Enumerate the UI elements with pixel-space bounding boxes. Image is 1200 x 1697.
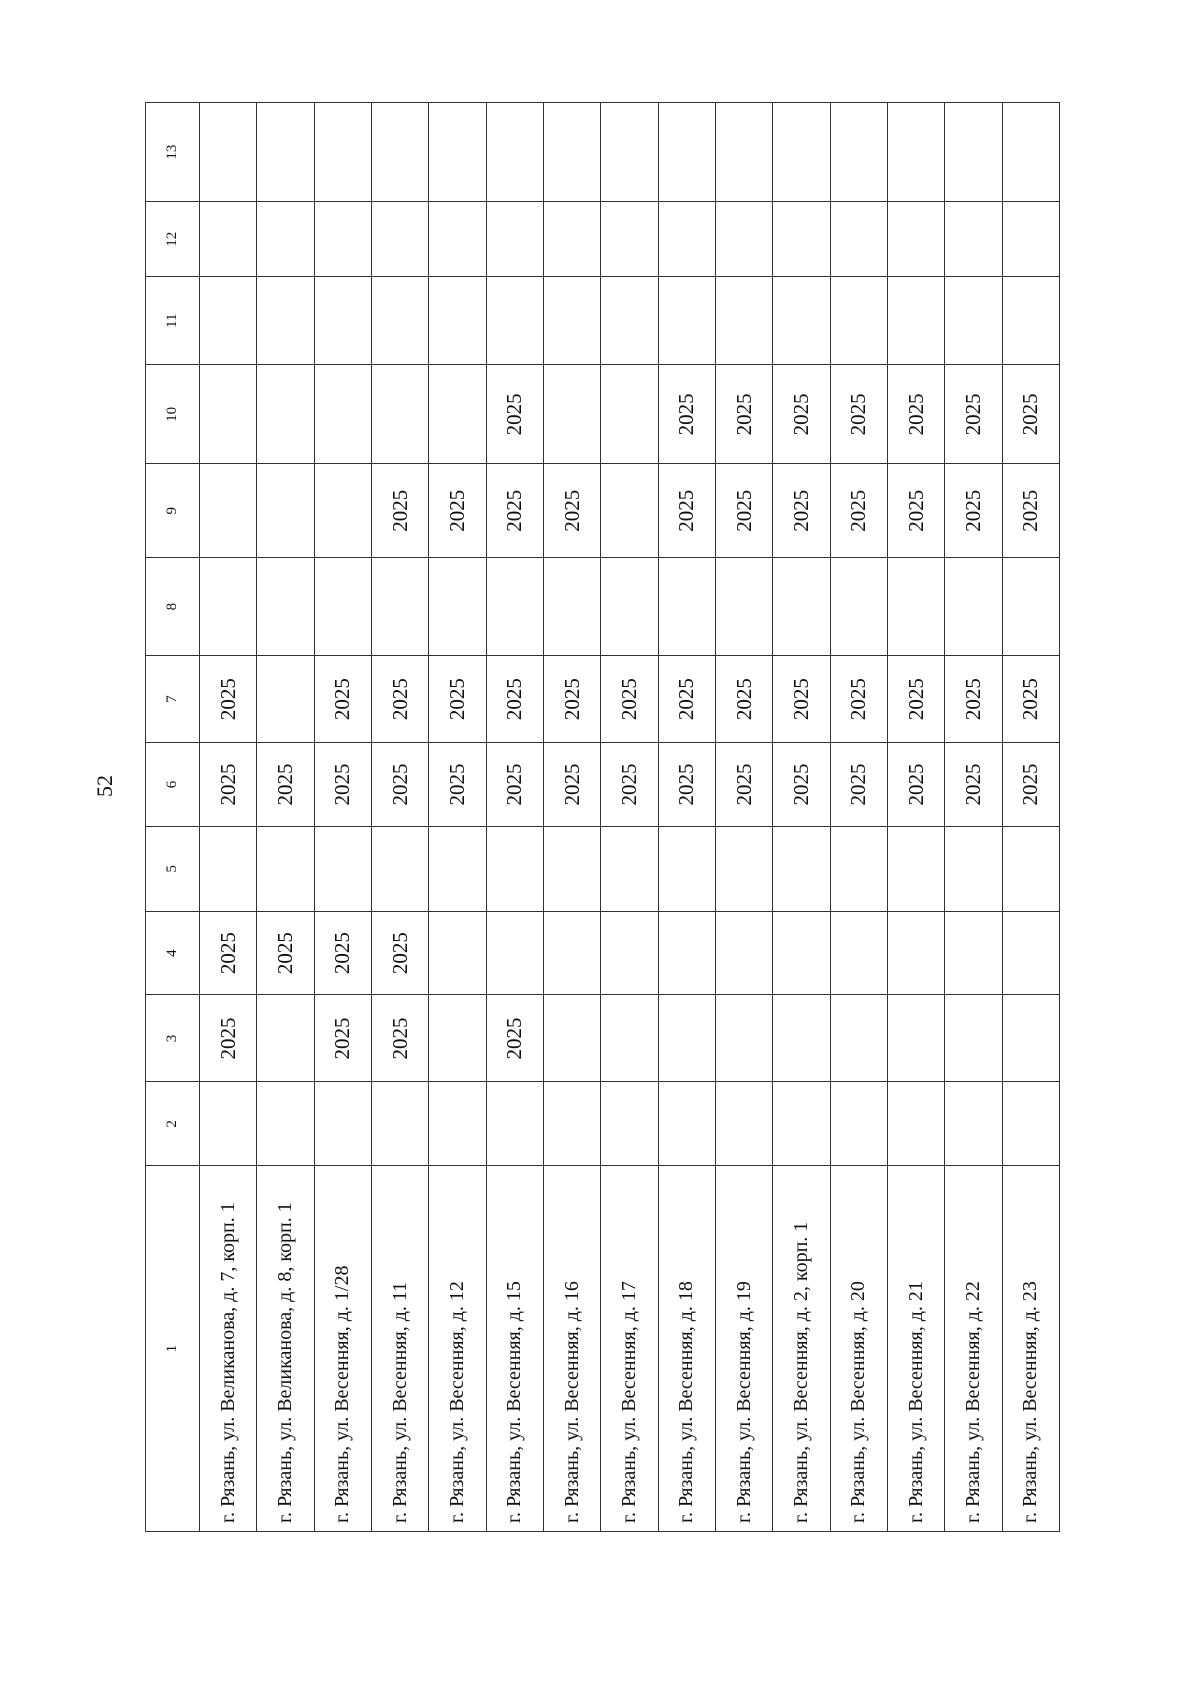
schedule-table [145,102,1060,1532]
address-cell: г. Рязань, ул. Весенняя, д. 12 [429,1166,486,1532]
year-cell-col-6: 2025 [945,743,1002,827]
year-cell-col-3 [830,995,887,1082]
year-cell-col-10 [601,365,658,464]
year-cell-col-11 [887,277,944,365]
year-cell-col-9: 2025 [543,464,600,558]
year-cell-col-7: 2025 [371,656,428,743]
year-cell-col-5 [830,826,887,911]
address-cell: г. Рязань, ул. Весенняя, д. 11 [371,1166,428,1532]
table-row [887,103,944,1532]
year-cell-col-4 [486,911,543,995]
year-cell-col-11 [257,277,314,365]
address-cell: г. Рязань, ул. Весенняя, д. 22 [945,1166,1002,1532]
year-cell-col-13 [601,103,658,202]
year-cell-col-6: 2025 [658,743,715,827]
table-row [773,103,830,1532]
year-cell-col-3 [658,995,715,1082]
table-row [486,103,543,1532]
year-cell-col-3 [715,995,772,1082]
year-cell-col-7: 2025 [429,656,486,743]
year-cell-col-6: 2025 [200,743,257,827]
year-cell-col-13 [371,103,428,202]
year-cell-col-5 [1002,826,1059,911]
year-cell-col-12 [486,202,543,277]
year-cell-col-13 [887,103,944,202]
year-cell-col-6: 2025 [314,743,371,827]
year-cell-col-13 [830,103,887,202]
year-cell-col-7: 2025 [773,656,830,743]
address-cell: г. Рязань, ул. Весенняя, д. 23 [1002,1166,1059,1532]
address-cell: г. Рязань, ул. Весенняя, д. 19 [715,1166,772,1532]
year-cell-col-10: 2025 [887,365,944,464]
year-cell-col-2 [257,1082,314,1166]
year-cell-col-2 [773,1082,830,1166]
year-cell-col-4: 2025 [314,911,371,995]
address-cell: г. Рязань, ул. Весенняя, д. 18 [658,1166,715,1532]
header-row [146,103,200,1532]
year-cell-col-8 [887,558,944,656]
year-cell-col-11 [314,277,371,365]
year-cell-col-8 [429,558,486,656]
year-cell-col-4: 2025 [371,911,428,995]
address-cell: г. Рязань, ул. Весенняя, д. 1/28 [314,1166,371,1532]
year-cell-col-10: 2025 [1002,365,1059,464]
year-cell-col-5 [601,826,658,911]
year-cell-col-7 [257,656,314,743]
year-cell-col-9: 2025 [486,464,543,558]
year-cell-col-9: 2025 [1002,464,1059,558]
year-cell-col-12 [543,202,600,277]
year-cell-col-12 [429,202,486,277]
table-row [371,103,428,1532]
year-cell-col-11 [543,277,600,365]
year-cell-col-12 [773,202,830,277]
year-cell-col-13 [715,103,772,202]
year-cell-col-13 [1002,103,1059,202]
year-cell-col-8 [715,558,772,656]
year-cell-col-12 [314,202,371,277]
year-cell-col-13 [543,103,600,202]
year-cell-col-12 [945,202,1002,277]
year-cell-col-4 [773,911,830,995]
year-cell-col-3: 2025 [314,995,371,1082]
column-header-2: 2 [146,1082,200,1166]
year-cell-col-11 [945,277,1002,365]
year-cell-col-8 [601,558,658,656]
year-cell-col-10 [200,365,257,464]
year-cell-col-7: 2025 [658,656,715,743]
year-cell-col-5 [945,826,1002,911]
table-row [200,103,257,1532]
year-cell-col-12 [601,202,658,277]
year-cell-col-2 [830,1082,887,1166]
column-header-13: 13 [146,103,200,202]
year-cell-col-6: 2025 [257,743,314,827]
year-cell-col-3 [543,995,600,1082]
year-cell-col-9: 2025 [371,464,428,558]
year-cell-col-13 [486,103,543,202]
year-cell-col-7: 2025 [830,656,887,743]
year-cell-col-10 [371,365,428,464]
year-cell-col-7: 2025 [887,656,944,743]
year-cell-col-8 [200,558,257,656]
year-cell-col-9: 2025 [830,464,887,558]
year-cell-col-12 [715,202,772,277]
year-cell-col-4 [429,911,486,995]
column-header-7: 7 [146,656,200,743]
year-cell-col-5 [715,826,772,911]
year-cell-col-11 [715,277,772,365]
year-cell-col-8 [658,558,715,656]
year-cell-col-6: 2025 [486,743,543,827]
column-header-6: 6 [146,743,200,827]
year-cell-col-2 [543,1082,600,1166]
year-cell-col-9 [200,464,257,558]
address-cell: г. Рязань, ул. Весенняя, д. 20 [830,1166,887,1532]
page-number-text: 52 [92,775,117,797]
year-cell-col-5 [543,826,600,911]
year-cell-col-7: 2025 [715,656,772,743]
table-row [257,103,314,1532]
year-cell-col-6: 2025 [1002,743,1059,827]
column-header-4: 4 [146,911,200,995]
year-cell-col-5 [486,826,543,911]
year-cell-col-2 [1002,1082,1059,1166]
year-cell-col-8 [1002,558,1059,656]
year-cell-col-12 [658,202,715,277]
year-cell-col-12 [257,202,314,277]
year-cell-col-4 [601,911,658,995]
year-cell-col-9: 2025 [773,464,830,558]
year-cell-col-8 [945,558,1002,656]
address-cell: г. Рязань, ул. Весенняя, д. 17 [601,1166,658,1532]
year-cell-col-9 [601,464,658,558]
year-cell-col-2 [429,1082,486,1166]
year-cell-col-9 [314,464,371,558]
year-cell-col-5 [887,826,944,911]
year-cell-col-6: 2025 [715,743,772,827]
year-cell-col-10: 2025 [486,365,543,464]
year-cell-col-11 [830,277,887,365]
year-cell-col-7: 2025 [486,656,543,743]
year-cell-col-3 [601,995,658,1082]
year-cell-col-12 [200,202,257,277]
column-header-10: 10 [146,365,200,464]
year-cell-col-7: 2025 [543,656,600,743]
year-cell-col-2 [601,1082,658,1166]
year-cell-col-6: 2025 [830,743,887,827]
year-cell-col-13 [200,103,257,202]
year-cell-col-4 [1002,911,1059,995]
year-cell-col-12 [887,202,944,277]
column-header-5: 5 [146,826,200,911]
address-cell: г. Рязань, ул. Весенняя, д. 16 [543,1166,600,1532]
year-cell-col-11 [601,277,658,365]
table-row [1002,103,1059,1532]
year-cell-col-6: 2025 [601,743,658,827]
year-cell-col-8 [773,558,830,656]
address-cell: г. Рязань, ул. Весенняя, д. 21 [887,1166,944,1532]
year-cell-col-2 [715,1082,772,1166]
column-header-9: 9 [146,464,200,558]
year-cell-col-4 [658,911,715,995]
year-cell-col-9: 2025 [658,464,715,558]
year-cell-col-10: 2025 [715,365,772,464]
year-cell-col-12 [830,202,887,277]
year-cell-col-5 [314,826,371,911]
column-header-11: 11 [146,277,200,365]
year-cell-col-10: 2025 [945,365,1002,464]
year-cell-col-7: 2025 [314,656,371,743]
year-cell-col-2 [945,1082,1002,1166]
year-cell-col-6: 2025 [429,743,486,827]
year-cell-col-11 [429,277,486,365]
table-row [314,103,371,1532]
year-cell-col-2 [371,1082,428,1166]
year-cell-col-4 [887,911,944,995]
year-cell-col-4 [830,911,887,995]
year-cell-col-10: 2025 [658,365,715,464]
year-cell-col-6: 2025 [371,743,428,827]
year-cell-col-10 [543,365,600,464]
address-cell: г. Рязань, ул. Великанова, д. 7, корп. 1 [200,1166,257,1532]
year-cell-col-2 [486,1082,543,1166]
table-row [429,103,486,1532]
year-cell-col-12 [1002,202,1059,277]
address-cell: г. Рязань, ул. Весенняя, д. 2, корп. 1 [773,1166,830,1532]
year-cell-col-4 [715,911,772,995]
table-row [543,103,600,1532]
year-cell-col-8 [314,558,371,656]
year-cell-col-2 [887,1082,944,1166]
year-cell-col-13 [257,103,314,202]
year-cell-col-10: 2025 [773,365,830,464]
rotated-table-wrapper [145,102,1059,1532]
year-cell-col-11 [486,277,543,365]
year-cell-col-8 [486,558,543,656]
year-cell-col-9: 2025 [887,464,944,558]
year-cell-col-4: 2025 [257,911,314,995]
year-cell-col-8 [257,558,314,656]
year-cell-col-2 [658,1082,715,1166]
year-cell-col-6: 2025 [543,743,600,827]
year-cell-col-10 [314,365,371,464]
year-cell-col-10 [257,365,314,464]
year-cell-col-5 [371,826,428,911]
year-cell-col-5 [257,826,314,911]
address-cell: г. Рязань, ул. Великанова, д. 8, корп. 1 [257,1166,314,1532]
table-row [658,103,715,1532]
table-body [146,103,1060,1532]
year-cell-col-9 [257,464,314,558]
year-cell-col-3 [887,995,944,1082]
table-row [715,103,772,1532]
year-cell-col-13 [945,103,1002,202]
year-cell-col-8 [371,558,428,656]
year-cell-col-7: 2025 [601,656,658,743]
year-cell-col-9: 2025 [715,464,772,558]
year-cell-col-5 [200,826,257,911]
column-header-8: 8 [146,558,200,656]
year-cell-col-11 [658,277,715,365]
year-cell-col-6: 2025 [773,743,830,827]
year-cell-col-4 [945,911,1002,995]
year-cell-col-13 [429,103,486,202]
year-cell-col-5 [658,826,715,911]
year-cell-col-3 [1002,995,1059,1082]
year-cell-col-13 [314,103,371,202]
year-cell-col-13 [658,103,715,202]
year-cell-col-10: 2025 [830,365,887,464]
year-cell-col-3 [429,995,486,1082]
year-cell-col-7: 2025 [200,656,257,743]
year-cell-col-11 [773,277,830,365]
year-cell-col-4: 2025 [200,911,257,995]
table-row [945,103,1002,1532]
year-cell-col-9: 2025 [945,464,1002,558]
year-cell-col-11 [1002,277,1059,365]
table-row [601,103,658,1532]
table-row [830,103,887,1532]
year-cell-col-11 [200,277,257,365]
year-cell-col-3: 2025 [486,995,543,1082]
year-cell-col-5 [773,826,830,911]
year-cell-col-3 [945,995,1002,1082]
year-cell-col-3 [773,995,830,1082]
year-cell-col-9: 2025 [429,464,486,558]
column-header-1: 1 [146,1166,200,1532]
column-header-12: 12 [146,202,200,277]
year-cell-col-2 [200,1082,257,1166]
year-cell-col-7: 2025 [945,656,1002,743]
year-cell-col-11 [371,277,428,365]
year-cell-col-8 [543,558,600,656]
year-cell-col-5 [429,826,486,911]
address-cell: г. Рязань, ул. Весенняя, д. 15 [486,1166,543,1532]
year-cell-col-3: 2025 [200,995,257,1082]
column-header-3: 3 [146,995,200,1082]
year-cell-col-2 [314,1082,371,1166]
year-cell-col-8 [830,558,887,656]
year-cell-col-4 [543,911,600,995]
year-cell-col-7: 2025 [1002,656,1059,743]
year-cell-col-3: 2025 [371,995,428,1082]
year-cell-col-13 [773,103,830,202]
year-cell-col-3 [257,995,314,1082]
year-cell-col-6: 2025 [887,743,944,827]
year-cell-col-12 [371,202,428,277]
year-cell-col-10 [429,365,486,464]
